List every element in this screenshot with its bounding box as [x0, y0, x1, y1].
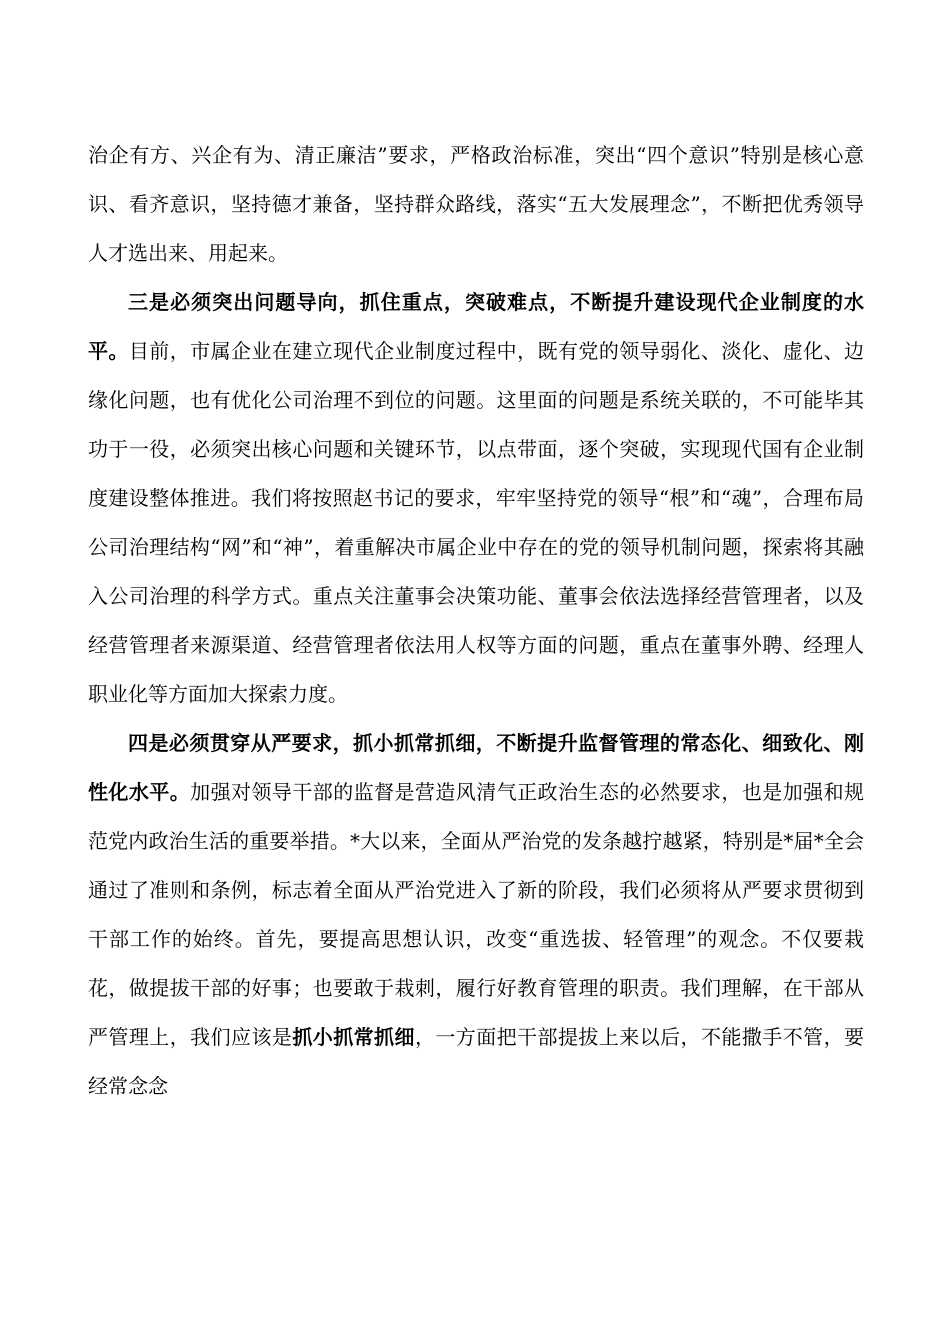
paragraph-2-body: 目前，市属企业在建立现代企业制度过程中，既有党的领导弱化、淡化、虚化、边缘化问题，也有优化公司治理不到位的问题。这里面的问题是系统关联的，不可能毕其功于一役，必须突出核心问题和关键环节，以点带面，逐个突破，实现现代国有企业制度建设整体推进。我们将按照赵书记的要求，牢牢坚持党的领导“根”和“魂”，合理布局公司治理结构“网”和“神”，着重解决市属企业中存在的党的领导机制问题，探索将其融入公司治理的科学方式。重点关注董事会决策功能、董事会依法选择经营管理者，以及经营管理者来源渠道、经营管理者依法用人权等方面的问题，重点在董事外聘、经理人职业化等方面加大探索力度。: [88, 339, 865, 706]
paragraph-3-lead: 四是必须贯穿从严要求，抓小抓常抓细，不断提升监督管理的常态化、细致化、刚性化水平。: [88, 731, 864, 804]
paragraph-1: [88, 131, 864, 278]
paragraph-3: [88, 719, 864, 1111]
paragraph-3-inline-bold: 抓小抓常抓细: [292, 1025, 415, 1049]
paragraph-2-lead: 三是必须突出问题导向，抓住重点，突破难点，不断提升建设现代企业制度的水平。: [88, 290, 864, 363]
paragraph-1-body: 治企有方、兴企有为、清正廉洁”要求，严格政治标准，突出“四个意识”特别是核心意识、看齐意识，坚持德才兼备，坚持群众路线，落实“五大发展理念”，不断把优秀领导人才选出来、用起来。: [88, 143, 864, 265]
paragraph-3-tail: ，一方面把干部提拔上来以后，不能撒手不管，要经常念念: [88, 1025, 865, 1098]
paragraph-3-body: 加强对领导干部的监督是营造风清气正政治生态的必然要求，也是加强和规范党内政治生活的重要举措。*大以来，全面从严治党的发条越拧越紧，特别是*届*全会通过了准则和条例，标志着全面从严治党进入了新的阶段，我们必须将从严要求贯彻到干部工作的始终。首先，要提高思想认识，改变“重选拔、轻管理”的观念。不仅要栽花，做提拔干部的好事；也要敢于栽刺，履行好教育管理的职责。我们理解，在干部从严管理上，我们应该是: [88, 780, 865, 1049]
document-page: [88, 131, 864, 1111]
paragraph-2: [88, 278, 864, 719]
